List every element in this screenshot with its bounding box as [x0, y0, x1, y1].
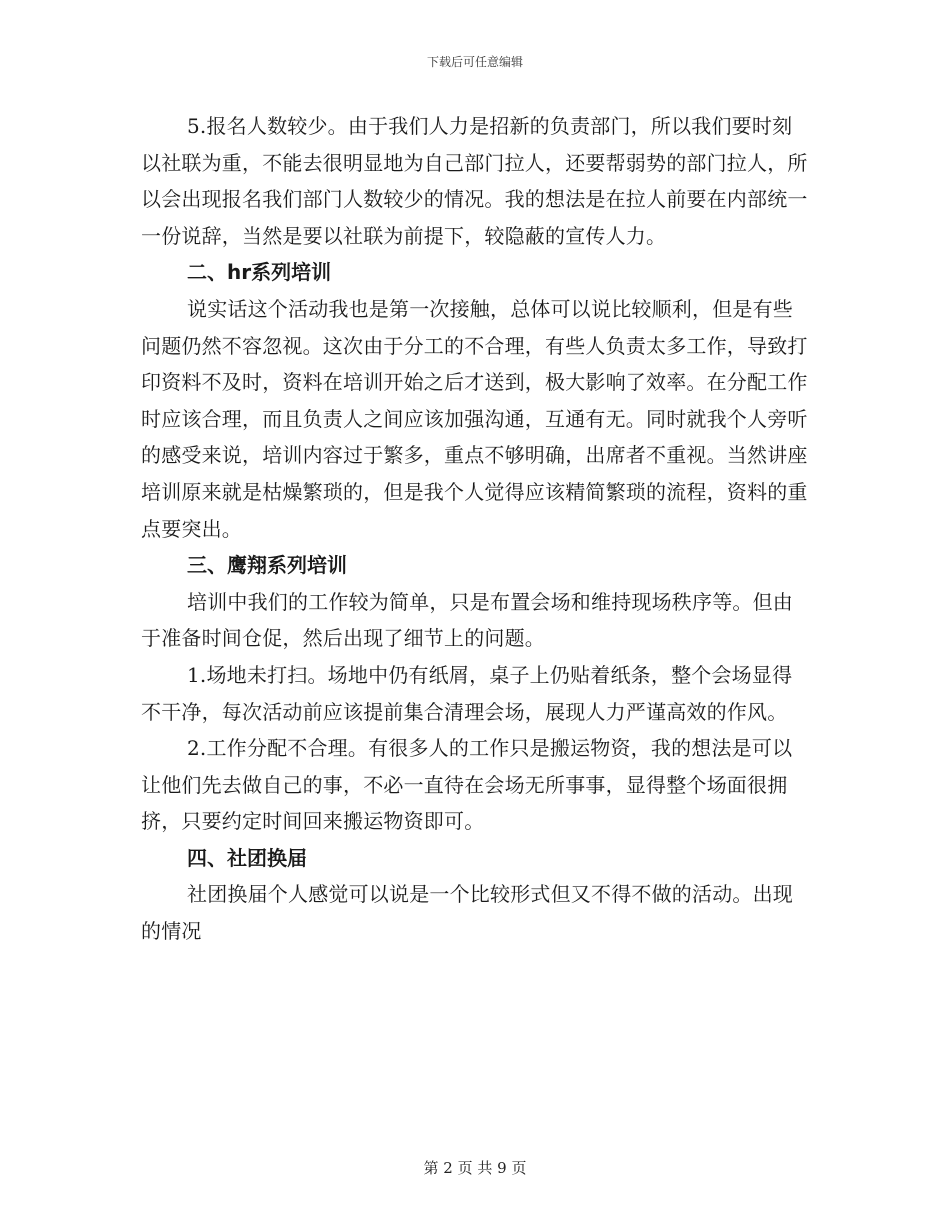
paragraph-item-5: 5.报名人数较少。由于我们人力是招新的负责部门，所以我们要时刻以社联为重，不能去很明显地为自己部门拉人，还要帮弱势的部门拉人，所以会出现报名我们部门人数较少的情况。我的想法是在拉人前要在内部统一一份说辞，当然是要以社联为前提下，较隐蔽的宣传人力。 — [141, 114, 808, 248]
section-heading-club-election: 四、社团换届 — [187, 845, 307, 870]
paragraph-club-election: 社团换届个人感觉可以说是一个比较形式但又不得不做的活动。出现的情况 — [141, 882, 793, 944]
header-note: 下载后可任意编辑 — [426, 55, 523, 69]
section-heading-yingxiang-training: 三、鹰翔系列培训 — [187, 553, 347, 578]
section-heading-hr-training: 二、hr系列培训 — [187, 260, 332, 285]
paragraph-item-2: 2.工作分配不合理。有很多人的工作只是搬运物资，我的想法是可以让他们先去做自己的事，不必一直待在会场无所事事，显得整个场面很拥挤，只要约定时间回来搬运物资即可。 — [141, 736, 793, 834]
paragraph-hr-training: 说实话这个活动我也是第一次接触，总体可以说比较顺利，但是有些问题仍然不容忽视。这次由于分工的不合理，有些人负责太多工作，导致打印资料不及时，资料在培训开始之后才送到，极大影响了效率。在分配工作时应该合理，而且负责人之间应该加强沟通，互通有无。同时就我个人旁听的感受来说，培训内容过于繁多，重点不够明确，出席者不重视。当然讲座培训原来就是枯燥繁琐的，但是我个人觉得应该精简繁琐的流程，资料的重点要突出。 — [141, 296, 808, 541]
document-body — [141, 108, 811, 950]
page-number: 第 2 页 共 9 页 — [423, 1159, 527, 1177]
paragraph-yingxiang-intro: 培训中我们的工作较为简单，只是布置会场和维持现场秩序等。但由于准备时间仓促，然后出现了细节上的问题。 — [141, 589, 793, 651]
paragraph-item-1: 1.场地未打扫。场地中仍有纸屑，桌子上仍贴着纸条，整个会场显得不干净，每次活动前应该提前集合清理会场，展现人力严谨高效的作风。 — [141, 662, 793, 724]
